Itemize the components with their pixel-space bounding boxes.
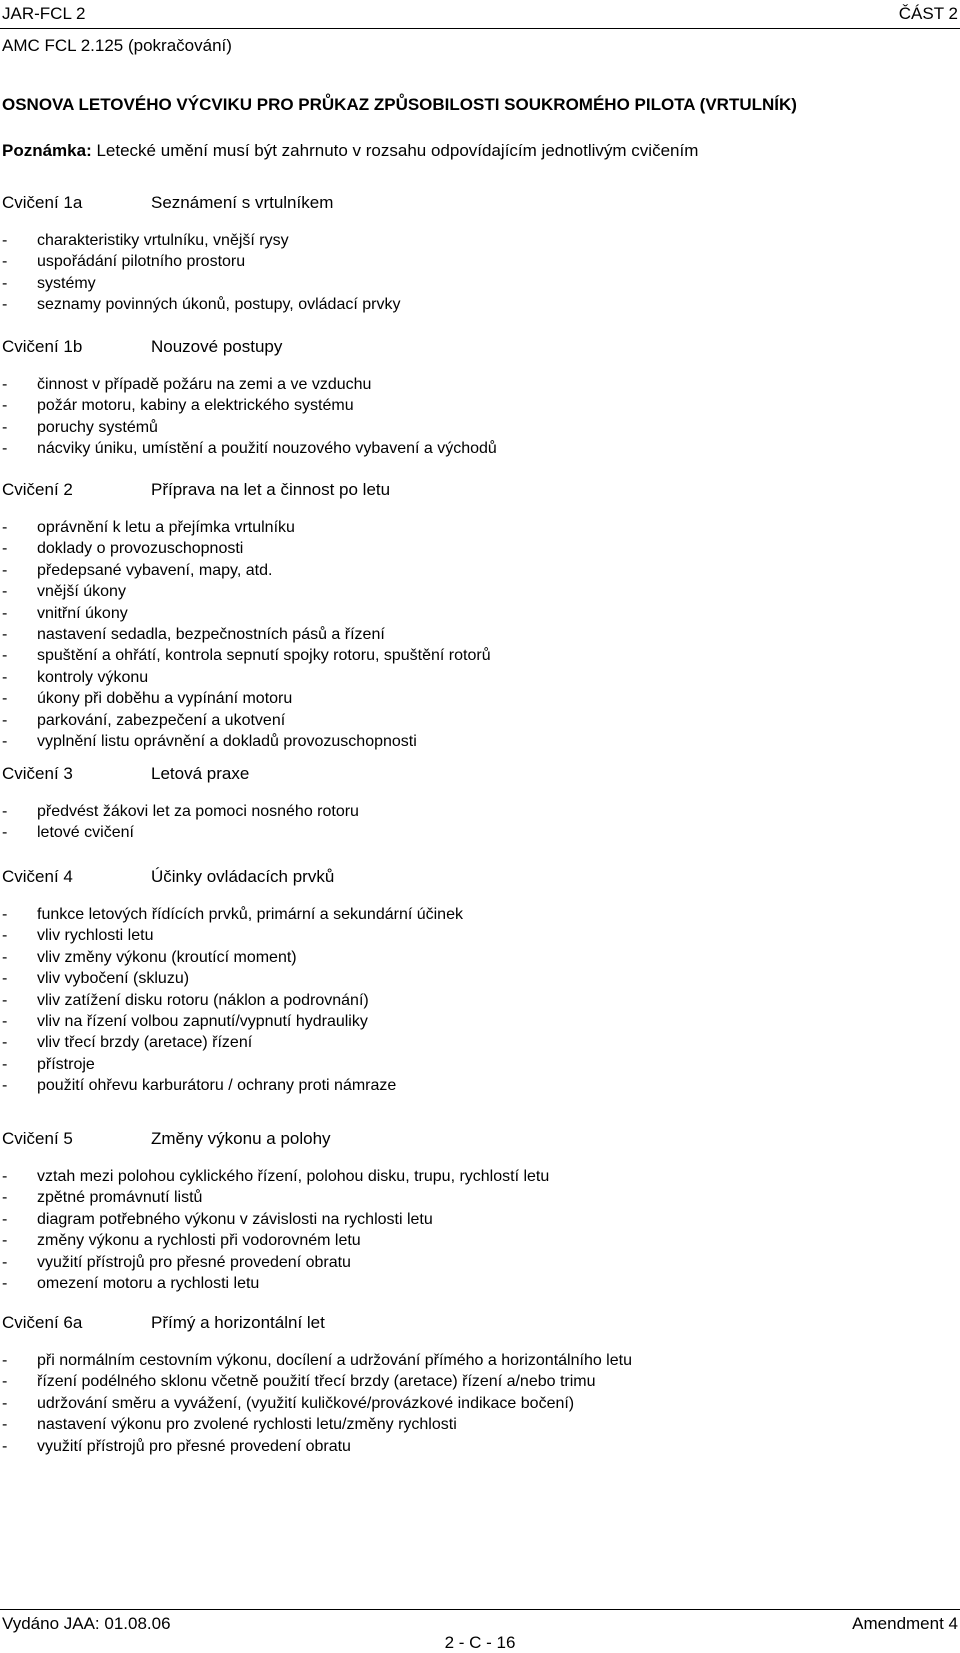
list-item-text: použití ohřevu karburátoru / ochrany proti námraze (37, 1077, 397, 1095)
bullet-dash: - (2, 824, 8, 842)
list-item-text: omezení motoru a rychlosti letu (37, 1274, 260, 1292)
list-item-text: předepsané vybavení, mapy, atd. (37, 561, 273, 579)
bullet-dash: - (2, 711, 8, 729)
list-item-text: poruchy systémů (37, 418, 158, 436)
list-item-text: vnější úkony (37, 583, 126, 601)
note (2, 141, 698, 161)
exercise-title: Nouzové postupy (151, 337, 283, 356)
list-item-text: vliv zatížení disku rotoru (náklon a podrovnání) (37, 991, 369, 1009)
bullet-dash: - (2, 519, 8, 536)
list-item-text: vztah mezi polohou cyklického řízení, polohou disku, trupu, rychlostí letu (37, 1168, 550, 1185)
exercise-title: Změny výkonu a polohy (151, 1129, 331, 1148)
subheader: AMC FCL 2.125 (pokračování) (2, 36, 232, 55)
list-item-text: kontroly výkonu (37, 668, 149, 686)
page-header (0, 0, 960, 29)
list-item-text: vyplnění listu oprávnění a dokladů provozuschopnosti (37, 732, 417, 750)
bullet-dash: - (2, 927, 8, 945)
bullet-dash: - (2, 690, 8, 708)
list-item-text: spuštění a ohřátí, kontrola sepnutí spojky rotoru, spuštění rotorů (37, 647, 491, 665)
bullet-dash: - (2, 232, 8, 249)
note-label: Poznámka: (2, 141, 92, 160)
bullet-dash: - (2, 1012, 8, 1030)
bullet-dash: - (2, 1394, 8, 1412)
list-item-text: předvést žákovi let za pomoci nosného rotoru (37, 803, 359, 820)
bullet-dash: - (2, 1416, 8, 1434)
bullet-dash: - (2, 803, 8, 820)
list-item-text: funkce letových řídících prvků, primární a sekundární účinek (37, 906, 463, 923)
page-title: OSNOVA LETOVÉHO VÝCVIKU PRO PRŮKAZ ZPŮSOBILOSTI SOUKROMÉHO PILOTA (VRTULNÍK) (2, 95, 797, 114)
bullet-dash: - (2, 991, 8, 1009)
bullet-dash: - (2, 253, 8, 271)
exercise-number: Cvičení 2 (2, 480, 73, 499)
exercise-title: Příprava na let a činnost po letu (151, 480, 391, 499)
bullet-dash: - (2, 583, 8, 601)
list-item-text: zpětné promávnutí listů (37, 1189, 203, 1207)
list-item-text: využití přístrojů pro přesné provedení obratu (37, 1253, 351, 1271)
bullet-dash: - (2, 561, 8, 579)
footer-issued: Vydáno JAA: 01.08.06 (2, 1614, 171, 1633)
list-item-text: vliv změny výkonu (kroutící moment) (37, 948, 297, 966)
footer-rule (0, 1609, 960, 1610)
bullet-dash: - (2, 274, 8, 292)
list-item-text: úkony při doběhu a vypínání motoru (37, 690, 293, 708)
list-item-text: oprávnění k letu a přejímka vrtulníku (37, 519, 295, 536)
list-item-text: přístroje (37, 1055, 95, 1073)
list-item-text: uspořádání pilotního prostoru (37, 253, 246, 271)
exercise-number: Cvičení 5 (2, 1129, 73, 1148)
exercise-title: Účinky ovládacích prvků (151, 867, 335, 886)
bullet-dash: - (2, 604, 8, 622)
exercise-number: Cvičení 1b (2, 337, 83, 356)
list-item-text: vliv vybočení (skluzu) (37, 970, 190, 988)
bullet-dash: - (2, 1189, 8, 1207)
list-item-text: vliv rychlosti letu (37, 927, 154, 945)
list-item-text: vliv na řízení volbou zapnutí/vypnutí hydrauliky (37, 1012, 368, 1030)
list-item-text: parkování, zabezpečení a ukotvení (37, 711, 286, 729)
list-item-text: charakteristiky vrtulníku, vnější rysy (37, 232, 289, 249)
header-left: JAR-FCL 2 (2, 4, 86, 23)
list-item-text: změny výkonu a rychlosti při vodorovném letu (37, 1232, 361, 1250)
footer-amendment: Amendment 4 (852, 1614, 958, 1633)
list-item-text: činnost v případě požáru na zemi a ve vzduchu (37, 376, 372, 393)
list-item-text: požár motoru, kabiny a elektrického systému (37, 397, 354, 415)
list-item-text: nastavení výkonu pro zvolené rychlosti letu/změny rychlosti (37, 1416, 457, 1434)
bullet-dash: - (2, 376, 8, 393)
exercise-number: Cvičení 1a (2, 193, 83, 212)
bullet-dash: - (2, 1274, 8, 1292)
list-item-text: nácviky úniku, umístění a použití nouzového vybavení a východů (37, 440, 497, 458)
bullet-dash: - (2, 1373, 8, 1391)
bullet-dash: - (2, 397, 8, 415)
list-item-text: letové cvičení (37, 824, 134, 842)
bullet-dash: - (2, 1168, 8, 1185)
bullet-dash: - (2, 540, 8, 558)
bullet-dash: - (2, 625, 8, 643)
exercise-title: Seznámení s vrtulníkem (151, 193, 334, 212)
bullet-dash: - (2, 1077, 8, 1095)
exercise-title: Přímý a horizontální let (151, 1313, 325, 1332)
bullet-dash: - (2, 418, 8, 436)
bullet-dash: - (2, 668, 8, 686)
exercise-number: Cvičení 4 (2, 867, 73, 886)
list-item-text: nastavení sedadla, bezpečnostních pásů a řízení (37, 625, 385, 643)
list-item-text: systémy (37, 274, 96, 292)
bullet-dash: - (2, 1034, 8, 1052)
header-right: ČÁST 2 (898, 4, 958, 23)
bullet-dash: - (2, 1437, 8, 1455)
bullet-dash: - (2, 1232, 8, 1250)
bullet-dash: - (2, 948, 8, 966)
list-item-text: udržování směru a vyvážení, (využití kuličkové/provázkové indikace bočení) (37, 1394, 575, 1412)
bullet-dash: - (2, 1210, 8, 1228)
page-number: 2 - C - 16 (444, 1633, 516, 1652)
list-item-text: doklady o provozuschopnosti (37, 540, 244, 558)
bullet-dash: - (2, 647, 8, 665)
bullet-dash: - (2, 970, 8, 988)
list-item-text: řízení podélného sklonu včetně použití třecí brzdy (aretace) řízení a/nebo trimu (37, 1373, 596, 1391)
list-item-text: diagram potřebného výkonu v závislosti na rychlosti letu (37, 1210, 433, 1228)
note-text: Letecké umění musí být zahrnuto v rozsahu odpovídajícím jednotlivým cvičením (91, 141, 699, 160)
exercise-number: Cvičení 3 (2, 764, 73, 783)
bullet-dash: - (2, 732, 8, 750)
list-item-text: při normálním cestovním výkonu, docílení a udržování přímého a horizontálního letu (37, 1352, 632, 1369)
bullet-dash: - (2, 906, 8, 923)
bullet-dash: - (2, 296, 8, 314)
bullet-dash: - (2, 1055, 8, 1073)
list-item-text: vnitřní úkony (37, 604, 128, 622)
exercise-title: Letová praxe (151, 764, 250, 783)
bullet-dash: - (2, 440, 8, 458)
list-item-text: seznamy povinných úkonů, postupy, ovládací prvky (37, 296, 401, 314)
exercise-number: Cvičení 6a (2, 1313, 83, 1332)
bullet-dash: - (2, 1352, 8, 1369)
list-item-text: využití přístrojů pro přesné provedení obratu (37, 1437, 351, 1455)
bullet-dash: - (2, 1253, 8, 1271)
list-item-text: vliv třecí brzdy (aretace) řízení (37, 1034, 253, 1052)
